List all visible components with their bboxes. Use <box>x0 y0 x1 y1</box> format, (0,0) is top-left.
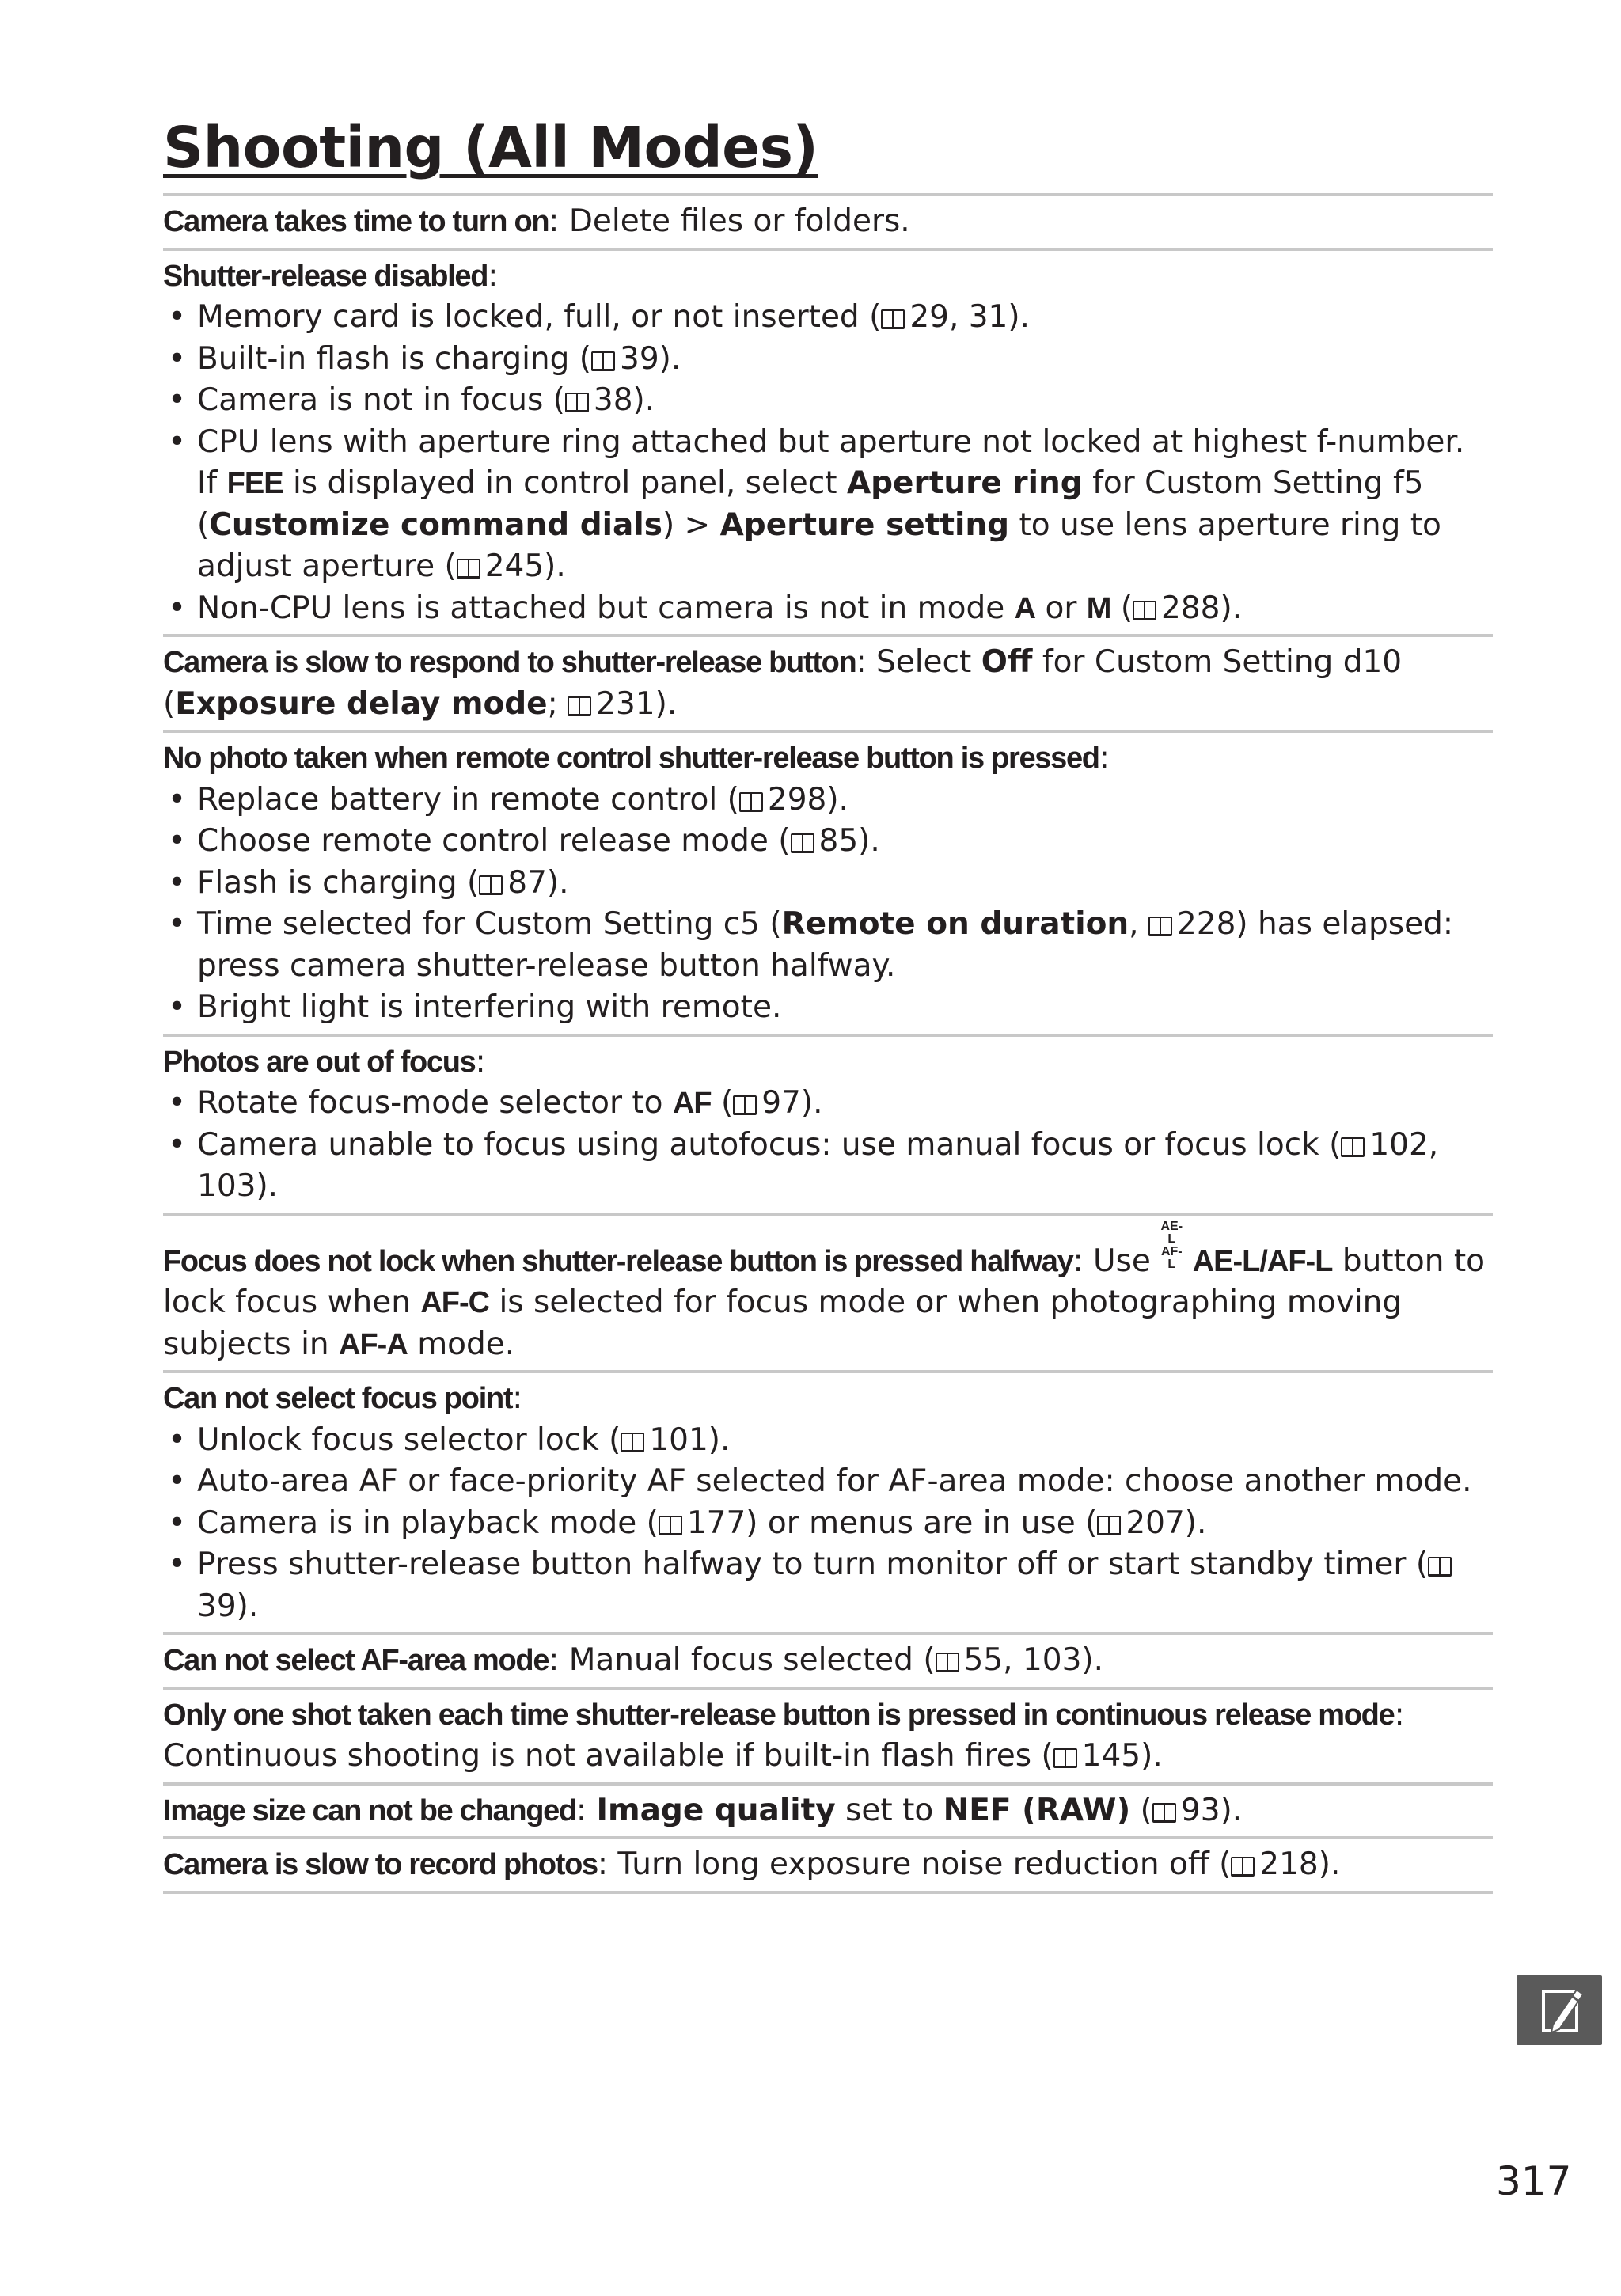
page-reference: 38). <box>593 382 655 418</box>
bullet: • <box>168 299 187 335</box>
menu-item-name: Aperture ring <box>846 465 1083 501</box>
item-text: Unlock focus selector lock ( <box>197 1421 621 1458</box>
mode-label: AF <box>672 1087 712 1120</box>
entry-text: : Manual focus selected ( <box>549 1642 936 1678</box>
pencil-icon <box>1517 1975 1602 2045</box>
book-icon <box>936 1653 959 1672</box>
book-icon <box>1231 1857 1255 1876</box>
page-reference: 29, 31). <box>909 299 1030 335</box>
bullet: • <box>168 989 187 1025</box>
book-icon <box>457 559 480 578</box>
list-item <box>163 987 1493 1029</box>
mode-label: AF-C <box>420 1286 490 1319</box>
entry-term: Camera is slow to respond to shutter-release button <box>163 646 856 679</box>
menu-item-name: Exposure delay mode <box>175 685 548 722</box>
item-text: Rotate focus-mode selector to <box>197 1085 673 1121</box>
item-text: or <box>1035 590 1087 626</box>
bullet: • <box>168 382 187 418</box>
book-icon <box>659 1516 682 1535</box>
entry-colon: : <box>1099 740 1110 776</box>
page-reference: 177) or menus are in use ( <box>686 1505 1098 1541</box>
entry-term: Can not select focus point <box>163 1382 513 1415</box>
menu-item-name: Customize command dials <box>209 507 662 543</box>
entry-term: Focus does not lock when shutter-release button is pressed halfway <box>163 1244 1073 1278</box>
page-reference: 231). <box>596 685 678 722</box>
item-text: Replace battery in remote control ( <box>197 781 739 818</box>
book-icon <box>733 1095 757 1114</box>
item-text: ( <box>711 1085 734 1121</box>
list-item <box>163 1420 1493 1462</box>
entry-term: No photo taken when remote control shutter-release button is pressed <box>163 742 1099 775</box>
item-text: Camera is in playback mode ( <box>197 1505 659 1541</box>
book-icon <box>1133 601 1156 620</box>
pencil-icon-graphic <box>1517 1975 1602 2045</box>
bullet-list <box>163 1083 1493 1208</box>
page-reference: 228) has elapsed: press camera shutter-release button halfway. <box>197 906 1454 984</box>
bullet: • <box>168 1505 187 1541</box>
entry-colon: : <box>475 1043 486 1080</box>
fee-indicator: FEE <box>226 467 283 500</box>
item-text: Time selected for Custom Setting c5 ( <box>197 906 782 942</box>
bullet: • <box>168 340 187 377</box>
entry-shutter-release-disabled <box>163 251 1493 638</box>
page-title: Shooting (All Modes) <box>163 115 818 180</box>
entry-remote-no-photo <box>163 733 1493 1037</box>
entry-text: mode. <box>407 1326 515 1362</box>
entry-focus-not-lock <box>163 1216 1493 1374</box>
item-text: is displayed in control panel, select <box>283 465 847 501</box>
page-reference: 55, 103). <box>963 1642 1104 1678</box>
page-reference: 245). <box>484 548 566 584</box>
item-text: ( <box>1110 590 1133 626</box>
item-text: ) > <box>662 507 720 543</box>
mode-label: AF-A <box>339 1327 408 1361</box>
entry-text: ; <box>547 685 568 722</box>
entry-one-shot <box>163 1690 1493 1786</box>
list-item <box>163 821 1493 863</box>
book-icon <box>479 875 503 894</box>
item-text: Choose remote control release mode ( <box>197 823 791 859</box>
bullet-list <box>163 297 1493 629</box>
page-reference: 102, 103). <box>197 1126 1439 1204</box>
entry-text: ( <box>1130 1792 1152 1828</box>
bullet: • <box>168 781 187 818</box>
item-text: Press shutter-release button halfway to turn monitor off or start standby timer ( <box>197 1546 1429 1582</box>
entry-text: is selected for focus mode or when photographing moving subjects in <box>163 1285 1403 1362</box>
list-item <box>163 339 1493 381</box>
entry-focus-point <box>163 1373 1493 1635</box>
item-text: to use lens aperture ring to adjust aperture ( <box>197 507 1441 584</box>
troubleshooting-list <box>163 193 1493 1894</box>
bullet: • <box>168 906 187 942</box>
entry-term: Camera is slow to record photos <box>163 1848 598 1881</box>
list-item <box>163 1461 1493 1503</box>
bullet: • <box>168 1085 187 1121</box>
list-item <box>163 1083 1493 1125</box>
bullet: • <box>168 1463 187 1499</box>
list-item <box>163 588 1493 630</box>
book-icon <box>591 351 615 370</box>
book-icon <box>565 393 589 412</box>
page-reference: 145). <box>1081 1738 1163 1774</box>
entry-colon: : <box>512 1380 523 1416</box>
page-reference: 97). <box>761 1085 823 1121</box>
entry-text: : <box>575 1792 597 1828</box>
icon-label-top: AE-L <box>1160 1219 1183 1246</box>
entry-term: Shutter-release disabled <box>163 259 488 293</box>
bullet: • <box>168 590 187 626</box>
mode-label: A <box>1014 591 1036 625</box>
bullet-list <box>163 1420 1493 1628</box>
book-icon <box>568 696 591 715</box>
item-text: CPU lens with aperture ring attached but aperture not locked at highest f-number. If <box>197 423 1465 501</box>
page-reference: 207). <box>1126 1505 1207 1541</box>
button-label: AE-L/AF-L <box>1192 1244 1333 1278</box>
entry-text: : Use <box>1072 1243 1161 1279</box>
item-text: Flash is charging ( <box>197 864 480 901</box>
entry-term: Only one shot taken each time shutter-release button is pressed in continuous release mode <box>163 1698 1395 1732</box>
page-reference: 93). <box>1180 1792 1243 1828</box>
ae-af-lock-icon <box>1160 1220 1183 1271</box>
item-text: for Custom Setting f5 ( <box>197 465 1424 543</box>
bullet: • <box>168 1126 187 1163</box>
entry-text: : Select <box>856 644 981 680</box>
list-item <box>163 1125 1493 1208</box>
item-text: Built-in flash is charging ( <box>197 340 591 377</box>
menu-item-name: Aperture setting <box>719 507 1010 543</box>
entry-term: Can not select AF-area mode <box>163 1644 549 1677</box>
page-reference: 101). <box>649 1421 731 1458</box>
page-reference: 87). <box>507 864 569 901</box>
bullet-list <box>163 780 1493 1029</box>
item-text: Non-CPU lens is attached but camera is not in mode <box>197 590 1015 626</box>
entry-term: Camera takes time to turn on <box>163 205 549 238</box>
entry-slow-to-record <box>163 1839 1493 1894</box>
item-text: Bright light is interfering with remote. <box>197 989 782 1025</box>
item-text: , <box>1129 906 1148 942</box>
book-icon <box>881 309 905 328</box>
entry-text: : Turn long exposure noise reduction off ( <box>597 1846 1232 1882</box>
page-reference: 298). <box>767 781 848 818</box>
bullet: • <box>168 423 187 460</box>
entry-text: for Custom Setting d10 ( <box>163 644 1403 722</box>
book-icon <box>1148 917 1172 935</box>
page-reference: 218). <box>1259 1846 1341 1882</box>
list-item <box>163 1503 1493 1545</box>
entry-camera-takes-time <box>163 196 1493 251</box>
bullet: • <box>168 1421 187 1458</box>
book-icon <box>621 1433 644 1452</box>
icon-label-bottom: AF-L <box>1160 1244 1183 1271</box>
entry-slow-to-respond <box>163 637 1493 733</box>
book-icon <box>1053 1748 1077 1767</box>
entry-out-of-focus <box>163 1037 1493 1216</box>
list-item <box>163 1544 1493 1627</box>
entry-term: Photos are out of focus <box>163 1045 476 1079</box>
item-text: Camera unable to focus using autofocus: use manual focus or focus lock ( <box>197 1126 1342 1163</box>
list-item <box>163 780 1493 822</box>
list-item <box>163 904 1493 987</box>
bullet: • <box>168 1546 187 1582</box>
bullet: • <box>168 864 187 901</box>
menu-item-name: NEF (RAW) <box>943 1792 1131 1828</box>
entry-text: : Delete files or folders. <box>549 203 910 239</box>
list-item <box>163 863 1493 905</box>
item-text: Memory card is locked, full, or not inserted ( <box>197 299 882 335</box>
item-text: Camera is not in focus ( <box>197 382 565 418</box>
menu-item-name: Off <box>981 644 1033 680</box>
list-item <box>163 422 1493 588</box>
entry-text: : Continuous shooting is not available if built-in flash fires ( <box>163 1696 1405 1774</box>
page-reference: 39). <box>197 1588 259 1624</box>
menu-item-name: Remote on duration <box>781 906 1129 942</box>
page-reference: 288). <box>1161 590 1243 626</box>
entry-term: Image size can not be changed <box>163 1793 576 1827</box>
bullet: • <box>168 823 187 859</box>
entry-image-size <box>163 1786 1493 1840</box>
entry-text: set to <box>835 1792 943 1828</box>
page-reference: 85). <box>818 823 880 859</box>
book-icon <box>739 792 763 811</box>
entry-af-area-mode <box>163 1635 1493 1690</box>
item-text: Auto-area AF or face-priority AF selected for AF-area mode: choose another mode. <box>197 1463 1472 1499</box>
list-item <box>163 297 1493 339</box>
book-icon <box>791 833 814 852</box>
book-icon <box>1428 1557 1452 1576</box>
entry-text: button to lock focus when <box>163 1243 1486 1320</box>
mode-label: M <box>1086 591 1111 625</box>
book-icon <box>1097 1516 1121 1535</box>
page-reference: 39). <box>620 340 681 377</box>
menu-item-name: Image quality <box>596 1792 836 1828</box>
entry-colon: : <box>488 257 499 294</box>
book-icon <box>1152 1803 1176 1822</box>
book-icon <box>1341 1137 1365 1156</box>
page-number: 317 <box>1496 2158 1572 2204</box>
list-item <box>163 380 1493 422</box>
